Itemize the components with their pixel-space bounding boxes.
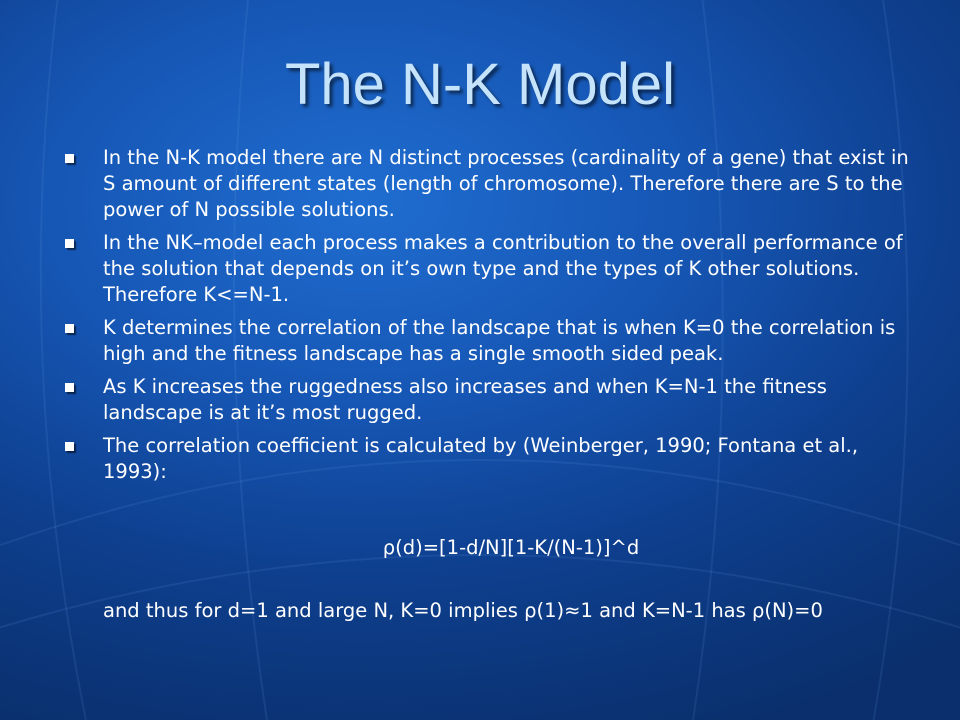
conclusion-text: and thus for d=1 and large N, K=0 implies ρ(1)≈1 and K=N-1 has ρ(N)=0 bbox=[103, 599, 823, 622]
bullet-text: The correlation coefficient is calculated by (Weinberger, 1990; Fontana et al., 1993): bbox=[103, 434, 859, 483]
bullet-item bbox=[62, 145, 922, 223]
bullet-text: In the N-K model there are N distinct processes (cardinality of a gene) that exist in S amount of different states (length of chromosome). Therefore there are S to the power of N possible solutions. bbox=[103, 146, 909, 221]
bullet-text: As K increases the ruggedness also increases and when K=N-1 the fitness landscape is at it’s most rugged. bbox=[103, 375, 827, 424]
square-bullet-icon bbox=[65, 442, 74, 451]
bullet-text: K determines the correlation of the landscape that is when K=0 the correlation is high and the fitness landscape has a single smooth sided peak. bbox=[103, 316, 896, 365]
square-bullet-icon bbox=[65, 324, 74, 333]
slide-title: The N-K Model bbox=[284, 52, 676, 117]
bullet-item bbox=[62, 374, 922, 426]
bullet-item bbox=[62, 230, 922, 308]
bullet-item bbox=[62, 315, 922, 367]
bullet-item bbox=[62, 433, 922, 485]
bullet-text: In the NK–model each process makes a contribution to the overall performance of the solution that depends on it’s own type and the types of K other solutions. Therefore K<=N-1. bbox=[103, 231, 903, 306]
square-bullet-icon bbox=[65, 383, 74, 392]
bullet-list bbox=[62, 145, 922, 492]
square-bullet-icon bbox=[65, 154, 74, 163]
correlation-formula: ρ(d)=[1-d/N][1-K/(N-1)]^d bbox=[382, 536, 640, 559]
square-bullet-icon bbox=[65, 239, 74, 248]
